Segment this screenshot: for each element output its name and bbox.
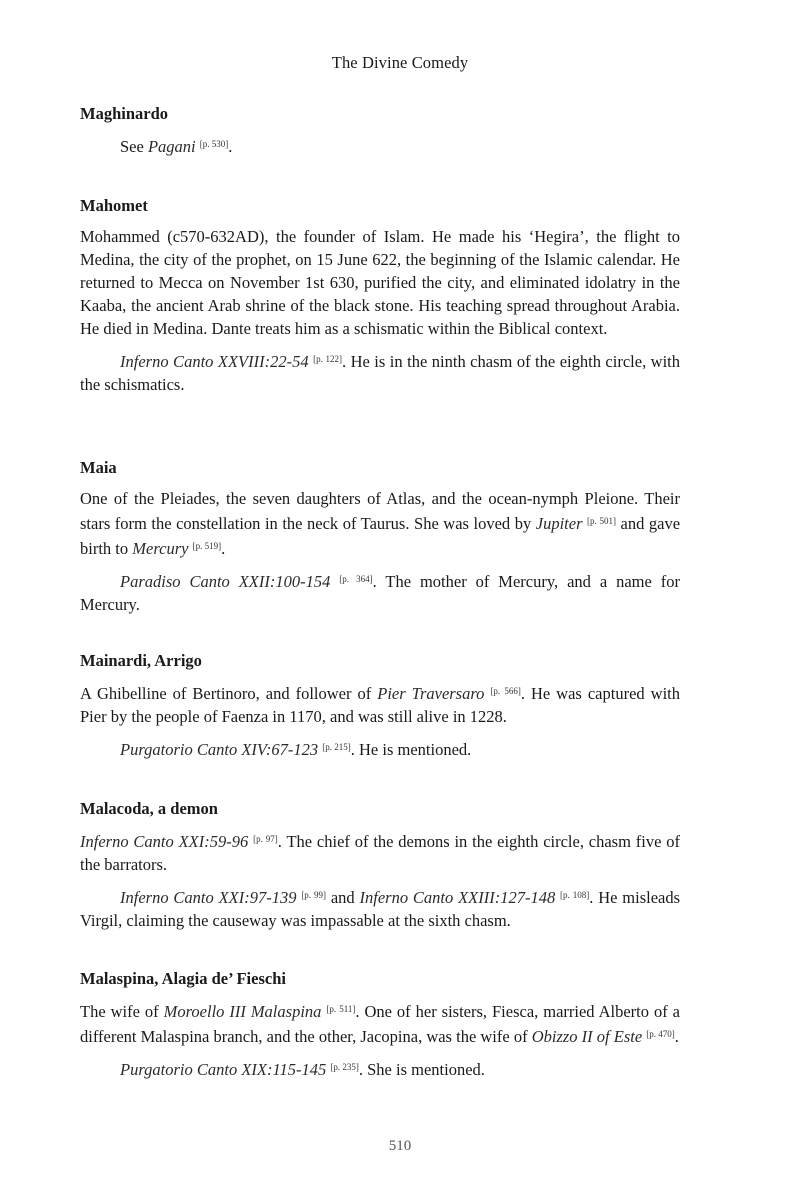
- page-number: 510: [388, 1138, 412, 1154]
- page-reference: [p. 364]: [339, 574, 373, 584]
- entry-heading: Mahomet: [80, 196, 148, 215]
- page-reference: [p. 470]: [646, 1029, 675, 1039]
- entry-description: [80, 487, 680, 560]
- entry-heading: Maia: [80, 458, 117, 477]
- entry-citation: [80, 1056, 680, 1081]
- entry-description: Mohammed (c570-632AD), the founder of Islam. He made his ‘Hegira’, the flight to Medina, the city of the prophet, on 15 June 622, the beginning of the Islamic calendar. He returned to Mecca on November 1st 630, purified the city, and eliminated idolatry in the Kaaba, the ancient Arab shrine of the black stone. His teaching spread throughout Arabia. He died in Medina. Dante treats him as a schismatic within the Biblical context.: [80, 227, 680, 338]
- citation-link[interactable]: Inferno Canto XXVIII:22-54: [120, 352, 309, 371]
- entry-citation: [80, 884, 680, 932]
- entry-citation: [80, 568, 680, 616]
- description-text: and gave birth to: [80, 514, 681, 558]
- citation-link[interactable]: Purgatorio Canto XIX:115-145: [120, 1060, 327, 1079]
- cross-reference-link[interactable]: Mercury: [132, 539, 189, 558]
- punctuation: .: [228, 137, 233, 156]
- cross-reference-link[interactable]: Jupiter: [535, 514, 583, 533]
- entry-malaspina-alagia: [80, 968, 680, 1081]
- entry-malacoda: [80, 798, 680, 932]
- entry-description: [80, 828, 680, 876]
- citation-link[interactable]: Inferno Canto XXIII:127-148: [359, 888, 556, 907]
- cross-reference-link[interactable]: Obizzo II of Este: [531, 1027, 643, 1046]
- description-text: One of the Pleiades, the seven daughters of Atlas, and the ocean-nymph Pleione. Their stars form the constellation in the neck of Taurus. She was loved by: [80, 489, 680, 533]
- citation-link[interactable]: Inferno Canto XXI:97-139: [120, 888, 297, 907]
- entry-mainardi-arrigo: [80, 650, 680, 761]
- entry-heading: Maghinardo: [80, 104, 169, 123]
- punctuation: .: [674, 1027, 679, 1046]
- citation-link[interactable]: Purgatorio Canto XIV:67-123: [120, 740, 319, 759]
- entry-heading: Mainardi, Arrigo: [80, 651, 202, 670]
- page-reference: [p. 108]: [560, 890, 590, 900]
- page-reference: [p. 519]: [192, 541, 222, 551]
- running-head: The Divine Comedy: [331, 53, 469, 72]
- entry-description: [80, 680, 680, 728]
- cross-reference-link[interactable]: Pier Traversaro: [377, 684, 485, 703]
- page-reference: [p. 530]: [199, 139, 229, 149]
- citation-text: . He is in the ninth chasm of the eighth circle, with the schismatics.: [80, 352, 681, 394]
- citation-link[interactable]: Inferno Canto XXI:59-96: [80, 832, 249, 851]
- citation-text: . He misleads Virgil, claiming the causeway was impassable at the sixth chasm.: [80, 888, 681, 930]
- page-reference: [p. 122]: [313, 354, 342, 364]
- citation-link[interactable]: Paradiso Canto XXII:100-154: [120, 572, 331, 591]
- cross-reference-link[interactable]: Pagani: [147, 137, 196, 156]
- entry-maghinardo: [80, 103, 680, 158]
- page-reference: [p. 566]: [490, 686, 521, 696]
- page-reference: [p. 97]: [253, 834, 278, 844]
- citation-text: . The mother of Mercury, and a name for Mercury.: [80, 572, 681, 614]
- entry-heading: Malacoda, a demon: [80, 799, 218, 818]
- punctuation: .: [221, 539, 226, 558]
- entry-heading: Malaspina, Alagia de’ Fieschi: [80, 969, 286, 988]
- citation-text: . She is mentioned.: [358, 1060, 485, 1079]
- entry-citation: [80, 348, 680, 396]
- entry-maia: [80, 457, 680, 616]
- description-text: . One of her sisters, Fiesca, married Alberto of a different Malaspina branch, and the other, Jacopina, was the wife of: [80, 1002, 680, 1046]
- entry-mahomet: [80, 195, 680, 396]
- description-text: The wife of: [80, 1002, 164, 1021]
- description-text: A Ghibelline of Bertinoro, and follower of: [80, 684, 378, 703]
- entry-description: [80, 998, 680, 1048]
- entry-see-also: [80, 133, 680, 158]
- citation-text: . He is mentioned.: [350, 740, 472, 759]
- page-reference: [p. 215]: [322, 742, 351, 752]
- page-reference: [p. 501]: [587, 516, 616, 526]
- page-reference: [p. 235]: [330, 1062, 359, 1072]
- citation-text: . The chief of the demons in the eighth circle, chasm five of the barrators.: [80, 832, 681, 874]
- page-reference: [p. 99]: [301, 890, 327, 900]
- description-text: . He was captured with Pier by the people of Faenza in 1170, and was still alive in 1228.: [80, 684, 680, 726]
- citation-text: and: [326, 888, 360, 907]
- cross-reference-link[interactable]: Moroello III Malaspina: [163, 1002, 322, 1021]
- see-label: See: [120, 137, 144, 156]
- page-reference: [p. 511]: [326, 1004, 356, 1014]
- entry-citation: [80, 736, 680, 761]
